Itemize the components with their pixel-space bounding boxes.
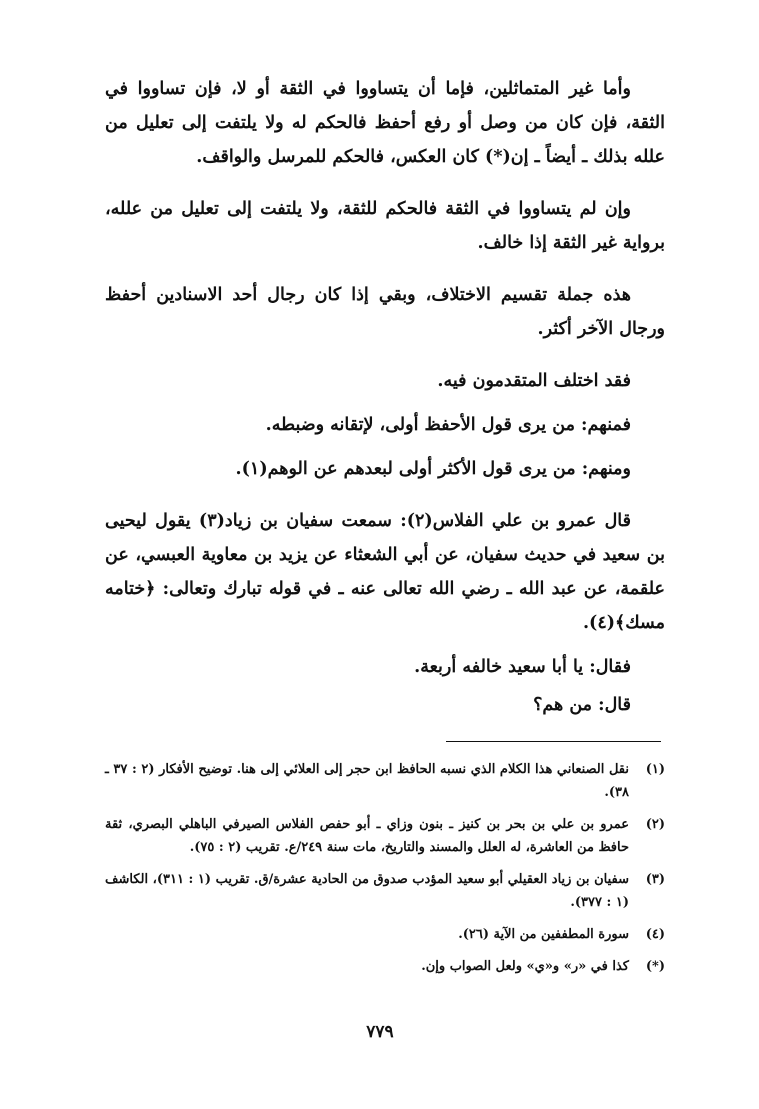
page-number: ٧٧٩ <box>366 1022 394 1042</box>
footnote <box>105 868 665 914</box>
footnote-number: (*) <box>645 959 665 974</box>
footnote-number: (٢) <box>645 817 665 832</box>
paragraph-1: وأما غير المتماثلين، فإما أن يتساووا في الثقة أو لا، فإن تساووا في الثقة، فإن كان من وصل أو رفع أحفظ فالحكم له ولا يلتفت إلى تعليل من علله بذلك ـ أيضاً ـ إن(*) كان العكس، فالحكم للمرسل والواقف. <box>105 79 665 167</box>
main-text <box>105 72 665 722</box>
paragraph-9: قال: من هم؟ <box>533 695 631 715</box>
paragraph-7: قال عمرو بن علي الفلاس(٢): سمعت سفيان بن زياد(٣) يقول ليحيى بن سعيد في حديث سفيان، عن أبي الشعثاء عن يزيد بن معاوية العبسي، عن علقمة، عن عبد الله ـ رضي الله تعالى عنه ـ في قوله تبارك وتعالى: ﴿ختامه مسك﴾(٤). <box>105 511 665 633</box>
footnote-divider <box>446 741 661 742</box>
footnote-text: كذا في «ر» و«ي» ولعل الصواب وإن. <box>421 959 629 974</box>
footnote-number: (٤) <box>645 927 665 942</box>
footnote-text: سورة المطففين من الآية (٢٦). <box>458 927 629 942</box>
paragraph-6: ومنهم: من يرى قول الأكثر أولى لبعدهم عن الوهم(١). <box>235 459 631 479</box>
footnote <box>105 813 665 859</box>
paragraph-4: فقد اختلف المتقدمون فيه. <box>437 371 631 391</box>
footnotes <box>105 758 665 987</box>
footnote-number: (٣) <box>645 872 665 887</box>
footnote-text: عمرو بن علي بن بحر بن كنيز ـ بنون وزاي ـ أبو حفص الفلاس الصيرفي الباهلي البصري، ثقة حافظ من العاشرة، له العلل والمسند والتاريخ، مات سنة ٢٤٩/ع. تقريب (٢ : ٧٥). <box>105 817 629 855</box>
paragraph-2: وإن لم يتساووا في الثقة فالحكم للثقة، ولا يلتفت إلى تعليل من علله، برواية غير الثقة إذا خالف. <box>105 199 665 253</box>
footnote-text: سفيان بن زياد العقيلي أبو سعيد المؤدب صدوق من الحادية عشرة/ق. تقريب (١ : ٣١١)، الكاشف (١ : ٣٧٧). <box>105 872 629 910</box>
paragraph-8: فقال: يا أبا سعيد خالفه أربعة. <box>414 657 631 677</box>
footnote-number: (١) <box>645 762 665 777</box>
footnote <box>105 923 665 946</box>
footnote-text: نقل الصنعاني هذا الكلام الذي نسبه الحافظ ابن حجر إلى العلائي إلى هنا. توضيح الأفكار (٢ : ٣٧ ـ ٣٨). <box>105 762 630 800</box>
footnote <box>105 955 665 978</box>
paragraph-5: فمنهم: من يرى قول الأحفظ أولى، لإتقانه وضبطه. <box>265 415 631 435</box>
footnote <box>105 758 665 804</box>
paragraph-3: هذه جملة تقسيم الاختلاف، وبقي إذا كان رجال أحد الاسنادين أحفظ ورجال الآخر أكثر. <box>105 285 665 339</box>
